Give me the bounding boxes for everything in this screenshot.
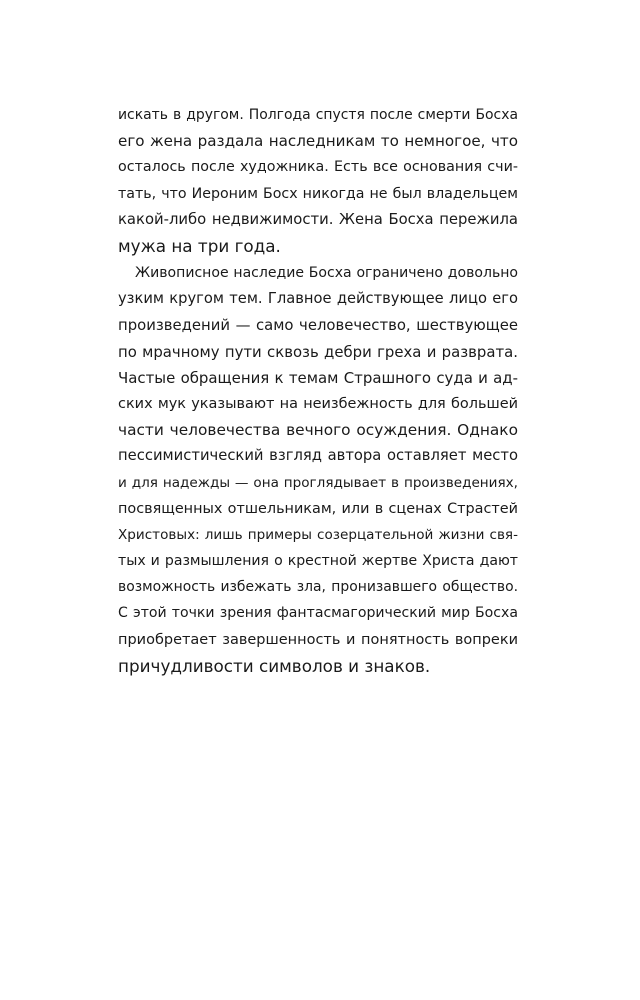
text-line: осталось после художника. Есть все основания счи- xyxy=(118,159,518,176)
text-line: и для надежды — она проглядывает в произведениях, xyxy=(118,474,518,491)
text-line: произведений — само человечество, шествующее xyxy=(118,316,518,335)
text-line: С этой точки зрения фантасмагорический мир Босха xyxy=(118,605,518,622)
text-line: причудливости символов и знаков. xyxy=(118,655,431,676)
text-line: части человечества вечного осуждения. Однако xyxy=(118,421,518,440)
text-line: пессимистический взгляд автора оставляет место xyxy=(118,447,518,465)
text-line: мужа на три года. xyxy=(118,235,281,256)
text-line: узким кругом тем. Главное действующее лицо его xyxy=(118,290,518,308)
text-line: какой-либо недвижимости. Жена Босха пережила xyxy=(118,210,518,228)
text-line: его жена раздала наследникам то немногое, что xyxy=(118,132,518,151)
text-line: Живописное наследие Босха ограничено довольно xyxy=(135,265,518,281)
paragraph-1 xyxy=(118,102,518,259)
text-line: тать, что Иероним Босх никогда не был владельцем xyxy=(118,185,518,202)
paragraph-2 xyxy=(118,260,518,679)
text-line: возможность избежать зла, пронизавшего общество. xyxy=(118,579,518,596)
text-line: Частые обращения к темам Страшного суда и ад- xyxy=(118,368,518,387)
text-line: искать в другом. Полгода спустя после смерти Босха xyxy=(118,107,518,123)
text-line: тых и размышления о крестной жертве Христа дают xyxy=(118,553,518,570)
text-line: по мрачному пути сквозь дебри греха и разврата. xyxy=(118,342,518,361)
text-line: приобретает завершенность и понятность вопреки xyxy=(118,631,518,648)
text-line: ских мук указывают на неизбежность для большей xyxy=(118,395,518,412)
text-line: посвященных отшельникам, или в сценах Страстей xyxy=(118,500,518,517)
text-line: Христовых: лишь примеры созерцательной жизни свя- xyxy=(118,526,518,543)
